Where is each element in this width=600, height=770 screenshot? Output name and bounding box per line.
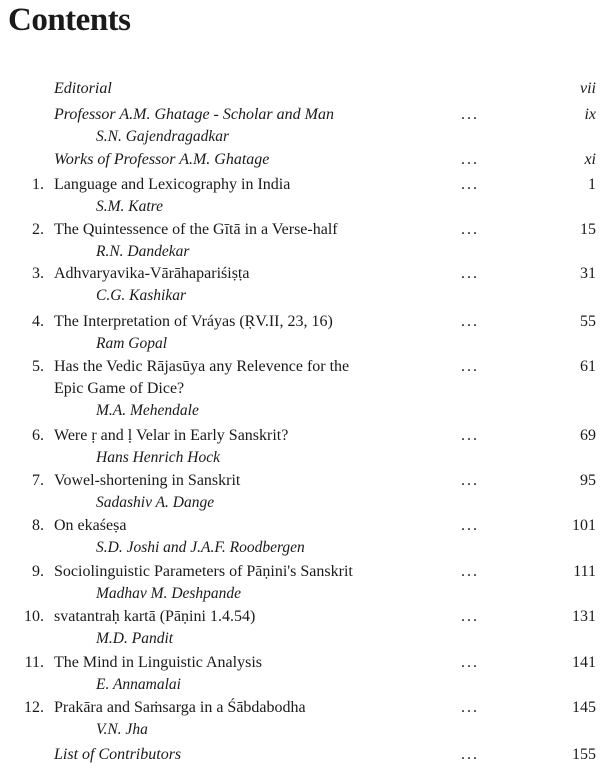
chapter-number: 11. — [24, 654, 44, 671]
page-number: 1 — [588, 176, 596, 193]
page-number: xi — [584, 151, 596, 168]
leader-dots: ... — [461, 746, 479, 763]
leader-dots: ... — [461, 517, 479, 534]
entry-author: Madhav M. Deshpande — [96, 585, 242, 602]
page-number: 145 — [572, 699, 596, 716]
chapter-number: 9. — [32, 563, 44, 580]
toc-entry-works — [0, 149, 600, 171]
entry-title: On ekaśeṣa — [54, 517, 127, 534]
leader-dots: ... — [461, 176, 479, 193]
chapter-number: 4. — [32, 313, 44, 330]
leader-dots: ... — [461, 563, 479, 580]
page-number: 55 — [580, 313, 596, 330]
leader-dots: ... — [461, 472, 479, 489]
page-number: 155 — [572, 746, 596, 763]
entry-author: Hans Henrich Hock — [96, 449, 220, 466]
entry-title: Editorial — [54, 80, 112, 97]
page-number: 31 — [580, 265, 596, 282]
entry-title: Professor A.M. Ghatage - Scholar and Man — [54, 106, 334, 123]
entry-title: Prakāra and Saṁsarga in a Śābdabodha — [54, 699, 306, 716]
entry-author: S.N. Gajendragadkar — [96, 128, 230, 145]
chapter-number: 6. — [32, 427, 44, 444]
chapter-number: 8. — [32, 517, 44, 534]
entry-title: List of Contributors — [54, 746, 182, 763]
entry-author: E. Annamalai — [96, 676, 181, 693]
entry-title: Works of Professor A.M. Ghatage — [54, 151, 270, 168]
entry-title: Were ṛ and ḷ Velar in Early Sanskrit? — [54, 427, 289, 444]
page-number: 61 — [580, 358, 596, 375]
page-number: 69 — [580, 427, 596, 444]
entry-title: Language and Lexicography in India — [54, 176, 291, 193]
entry-author: R.N. Dandekar — [96, 243, 190, 260]
leader-dots: ... — [461, 608, 479, 625]
leader-dots: ... — [461, 313, 479, 330]
toc-entry-chapter-12 — [0, 697, 600, 741]
page-number: 131 — [572, 608, 596, 625]
page-title: Contents — [8, 2, 131, 38]
toc-entry-chapter-6 — [0, 425, 600, 469]
entry-author: C.G. Kashikar — [96, 287, 186, 304]
leader-dots: ... — [461, 221, 479, 238]
entry-author: S.M. Katre — [96, 198, 164, 215]
toc-entry-chapter-1 — [0, 174, 600, 218]
entry-title: Adhvaryavika-Vārāhapariśiṣṭa — [54, 265, 250, 282]
entry-author: Sadashiv A. Dange — [96, 494, 215, 511]
chapter-number: 1. — [32, 176, 44, 193]
toc-entry-chapter-8 — [0, 515, 600, 559]
toc-entry-contributors — [0, 744, 600, 766]
leader-dots: ... — [461, 654, 479, 671]
toc-entry-chapter-2 — [0, 219, 600, 263]
entry-title: Sociolinguistic Parameters of Pāṇini's Sanskrit — [54, 563, 353, 580]
toc-entry-chapter-3 — [0, 263, 600, 307]
entry-title: The Interpretation of Vráyas (ṚV.II, 23, 16) — [54, 313, 333, 330]
toc-entry-chapter-10 — [0, 606, 600, 650]
toc-entry-chapter-5 — [0, 356, 600, 422]
chapter-number: 10. — [24, 608, 44, 625]
entry-title: The Quintessence of the Gītā in a Verse-half — [54, 221, 338, 238]
entry-author: Ram Gopal — [96, 335, 168, 352]
page-number: 95 — [580, 472, 596, 489]
entry-title: Vowel-shortening in Sanskrit — [54, 472, 241, 489]
entry-title: svatantraḥ kartā (Pāṇini 1.4.54) — [54, 608, 256, 625]
entry-author: M.A. Mehendale — [96, 402, 199, 419]
entry-author: M.D. Pandit — [96, 630, 174, 647]
toc-entry-chapter-11 — [0, 652, 600, 696]
chapter-number: 7. — [32, 472, 44, 489]
page-number: 111 — [573, 563, 596, 580]
leader-dots: ... — [461, 427, 479, 444]
toc-entry-chapter-4 — [0, 311, 600, 355]
chapter-number: 2. — [32, 221, 44, 238]
entry-author: S.D. Joshi and J.A.F. Roodbergen — [96, 539, 305, 556]
page-number: vii — [580, 80, 596, 97]
toc-entry-scholar — [0, 104, 600, 148]
toc-entry-editorial — [0, 78, 600, 100]
entry-title: Has the Vedic Rājasūya any Relevence for the — [54, 358, 350, 375]
leader-dots: ... — [461, 265, 479, 282]
page-number: 101 — [572, 517, 596, 534]
chapter-number: 5. — [32, 358, 44, 375]
toc-entry-chapter-9 — [0, 561, 600, 605]
leader-dots: ... — [461, 358, 479, 375]
page-number: 141 — [572, 654, 596, 671]
entry-author: V.N. Jha — [96, 721, 148, 738]
entry-title: The Mind in Linguistic Analysis — [54, 654, 262, 671]
chapter-number: 12. — [24, 699, 44, 716]
leader-dots: ... — [461, 106, 479, 123]
leader-dots: ... — [461, 151, 479, 168]
leader-dots: ... — [461, 699, 479, 716]
page-number: ix — [584, 106, 596, 123]
entry-title-continued: Epic Game of Dice? — [54, 380, 185, 397]
chapter-number: 3. — [32, 265, 44, 282]
toc-entry-chapter-7 — [0, 470, 600, 514]
page-number: 15 — [580, 221, 596, 238]
